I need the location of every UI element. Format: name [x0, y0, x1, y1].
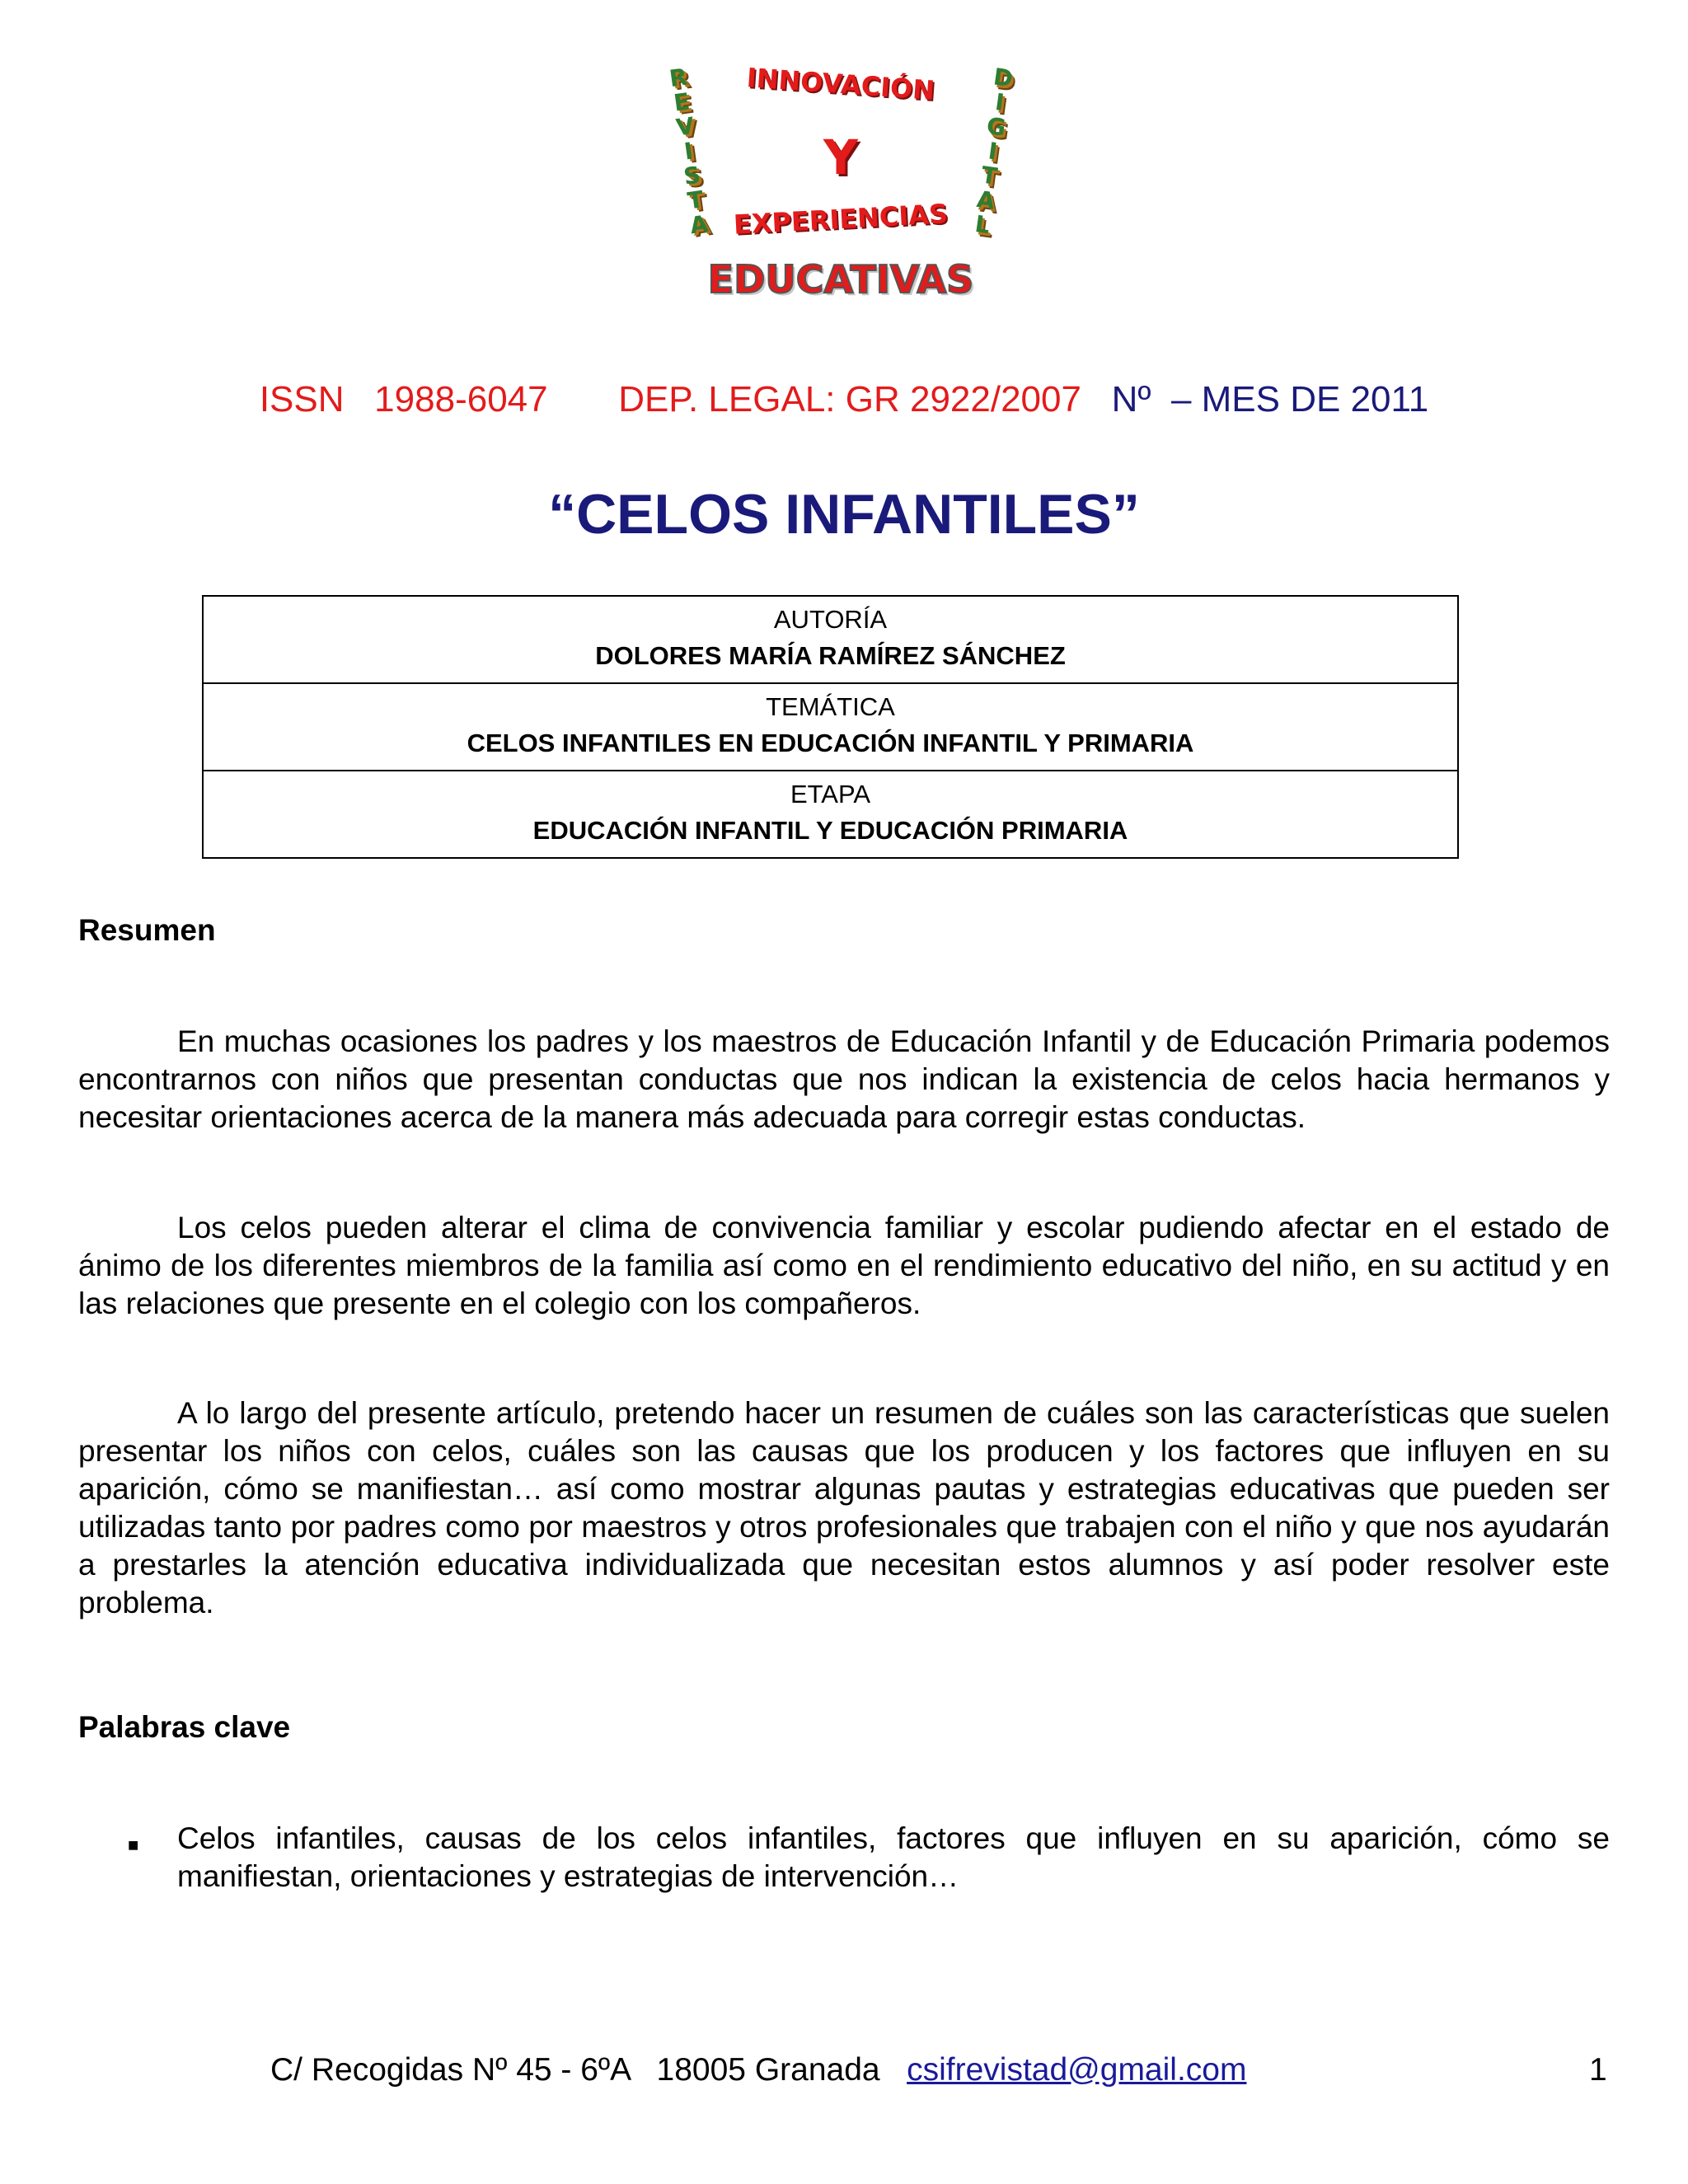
logo-letter: G [985, 111, 1008, 142]
resumen-paragraph: Los celos pueden alterar el clima de convivencia familiar y escolar pudiendo afectar en el estado de ánimo de los diferentes miembros de la familia así como en el rendimiento educativo del niño, en su actitud y en las relaciones que presente en el colegio con los compañeros. [78, 1211, 1610, 1320]
keywords-heading: Palabras clave [78, 1710, 291, 1744]
logo-letter: V [674, 111, 696, 142]
info-label: AUTORÍA [773, 605, 888, 634]
logo-letter: D [992, 63, 1015, 93]
footer-address-line [270, 2052, 1246, 2088]
info-row-topic [203, 683, 1458, 771]
magazine-logo [651, 62, 1030, 313]
logo-letter: I [987, 137, 999, 166]
info-label: TEMÁTICA [766, 692, 895, 721]
logo-vertical-right [957, 63, 1029, 240]
dep-legal: DEP. LEGAL: GR 2922/2007 [618, 379, 1081, 419]
logo-middle-text: Y [823, 129, 858, 185]
logo-letter: I [682, 137, 695, 166]
info-row-stage [203, 771, 1458, 858]
resumen-heading: Resumen [78, 913, 216, 947]
issn-line [0, 379, 1688, 420]
issn: ISSN 1988-6047 [259, 379, 548, 419]
page-number: 1 [1589, 2052, 1607, 2088]
resumen-paragraph: En muchas ocasiones los padres y los maestros de Educación Infantil y de Educación Primaria podemos encontrarnos con niños que presentan conductas que nos indican la existencia de celos hacia hermanos y necesitar orientaciones acerca de la manera más adecuada para corregir estas conductas. [78, 1024, 1610, 1134]
info-label: ETAPA [790, 780, 871, 808]
logo-letter: I [993, 87, 1006, 117]
logo-top-text: INNOVACIÓN [745, 62, 936, 106]
info-row-author [203, 596, 1458, 683]
logo-banner-text: EDUCATIVAS [707, 257, 974, 302]
logo-letter: R [667, 63, 689, 93]
logo-letter: L [973, 210, 992, 240]
keywords-text: Celos infantiles, causas de los celos infantiles, factores que influyen en su aparición, cómo se manifiestan, orientaciones y estrategias de intervención… [177, 1821, 1610, 1893]
keywords-list-item [128, 1820, 1610, 1896]
info-value: CELOS INFANTILES EN EDUCACIÓN INFANTIL Y PRIMARIA [467, 729, 1194, 757]
square-bullet-icon: ■ [128, 1835, 139, 1855]
logo-letter: T [979, 161, 1000, 190]
info-value: DOLORES MARÍA RAMÍREZ SÁNCHEZ [595, 641, 1066, 670]
footer-email-link[interactable]: csifrevistad@gmail.com [907, 2052, 1247, 2088]
article-title: “CELOS INFANTILES” [548, 483, 1140, 546]
footer-address: C/ Recogidas Nº 45 - 6ºA 18005 Granada [270, 2052, 880, 2088]
resumen-paragraph: A lo largo del presente artículo, pretendo hacer un resumen de cuáles son las características que suelen presentar los niños con celos, cuáles son las causas que los producen y los factores que influyen en su aparición, cómo se manifiestan… así como mostrar algunas pautas y estrategias educativas que pueden ser utilizadas tanto por padres como por maestros y otros profesionales que trabajen con el niño y que nos ayudarán a prestarles la atención educativa individualizada que necesitan estos alumnos y así poder resolver este problema. [78, 1396, 1610, 1619]
issue-date: Nº – MES DE 2011 [1111, 379, 1429, 419]
logo-vertical-left [652, 63, 724, 240]
info-value: EDUCACIÓN INFANTIL Y EDUCACIÓN PRIMARIA [532, 816, 1128, 845]
logo-letter: A [687, 209, 710, 240]
article-info-table [202, 595, 1459, 859]
logo-letter: S [682, 161, 702, 190]
logo-letter: E [672, 87, 692, 117]
logo-letter: T [686, 185, 706, 215]
logo-bottom-text: EXPERIENCIAS [733, 198, 949, 241]
logo-letter: A [975, 185, 997, 215]
